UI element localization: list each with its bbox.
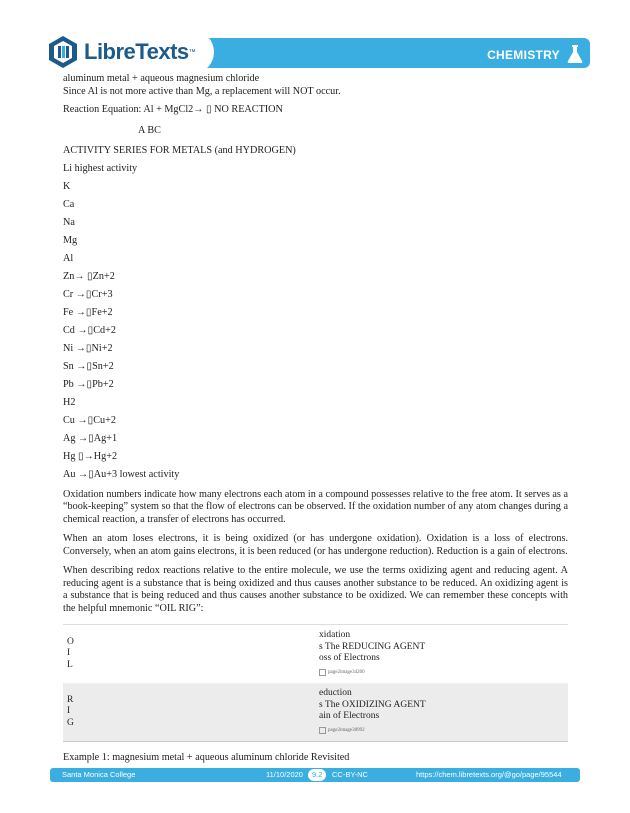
logo-tm: ™ <box>188 48 196 56</box>
table-cell-text <box>315 625 568 684</box>
list-item: Ni →▯Ni+2 <box>63 343 113 354</box>
letter: G <box>67 717 74 728</box>
letter: O <box>67 636 74 647</box>
subject-label: CHEMISTRY <box>487 48 560 62</box>
list-item: H2 <box>63 397 76 408</box>
footer-institution: Santa Monica College <box>62 770 136 779</box>
letter: I <box>67 706 71 717</box>
letter: R <box>67 694 74 705</box>
image-alt-text: page2image34200 <box>328 669 365 675</box>
list-item: K <box>63 181 71 192</box>
table-cell-letters <box>63 683 315 742</box>
oil-rig-table <box>63 624 568 742</box>
letter: I <box>67 648 71 659</box>
list-item: Cu →▯Cu+2 <box>63 415 116 426</box>
list-item: Ag →▯Ag+1 <box>63 433 118 444</box>
logo-text: LibreTexts <box>84 39 189 64</box>
abc-labels: A BC <box>138 124 161 136</box>
cell-line: ain of Electrons <box>319 711 380 721</box>
cell-line: s The OXIDIZING AGENT <box>319 699 426 710</box>
list-item: Ca <box>63 199 75 210</box>
list-item: Hg ▯→Hg+2 <box>63 451 118 462</box>
broken-image <box>319 667 564 679</box>
paragraph-oxidation-reduction: When an atom loses electrons, it is being oxidized (or has undergone oxidation). Oxidation is a loss of electrons. Conversely, when an atom gains electrons, it is been reduced (or has undergone reduction). Reduction is a gain of electrons. <box>63 533 568 557</box>
footer-license: CC-BY-NC <box>332 770 368 779</box>
cell-line: xidation <box>319 630 351 640</box>
page-footer <box>50 768 580 782</box>
list-item: Na <box>63 217 75 228</box>
page-content <box>63 73 568 765</box>
list-item: Pb →▯Pb+2 <box>63 379 114 390</box>
libretexts-logo-icon <box>46 35 80 69</box>
series-title: ACTIVITY SERIES FOR METALS (and HYDROGEN) <box>63 145 296 156</box>
page-header <box>40 36 590 70</box>
list-item: Fe →▯Fe+2 <box>63 307 113 318</box>
table-row <box>63 683 568 742</box>
list-item: Li highest activity <box>63 163 138 174</box>
cell-line: oss of Electrons <box>319 653 380 663</box>
broken-image <box>319 725 564 737</box>
list-item: Cd →▯Cd+2 <box>63 325 116 336</box>
footer-url-link[interactable]: https://chem.libretexts.org/@go/page/95544 <box>416 770 562 779</box>
flask-icon <box>566 44 584 64</box>
table-cell-letters <box>63 625 315 684</box>
cell-line: s The REDUCING AGENT <box>319 641 426 652</box>
since-line: Since Al is not more active than Mg, a replacement will NOT occur. <box>63 85 341 97</box>
paragraph-oxidation-numbers: Oxidation numbers indicate how many electrons each atom in a compound possesses relative to the free atom. It serves as a “book-keeping” system so that the flow of electrons can be observed. If the oxidation number of any atom changes during a chemical reaction, a transfer of electrons has occurred. <box>63 488 568 525</box>
page-number-badge: 9.2 <box>308 769 326 781</box>
intro-line: aluminum metal + aqueous magnesium chloride <box>63 73 260 84</box>
footer-date: 11/10/2020 <box>266 770 303 779</box>
paragraph-agents: When describing redox reactions relative to the entire molecule, we use the terms oxidizing agent and reducing agent. A reducing agent is a substance that is being oxidized and thus causes another substance to be reduced. An oxidizing agent is a substance that is being reduced and thus causes another substance to be oxidized. We can remember these concepts with the helpful mnemonic “OIL RIG”: <box>63 565 568 614</box>
table-cell-text <box>315 683 568 742</box>
reaction-equation: Reaction Equation: Al + MgCl2→ ▯ NO REACTION <box>63 104 283 115</box>
cell-line: eduction <box>319 688 352 698</box>
image-alt-text: page2image38992 <box>328 727 365 733</box>
activity-series-list <box>63 163 568 482</box>
letter: L <box>67 659 73 670</box>
image-placeholder-icon <box>319 669 326 676</box>
list-item: Mg <box>63 235 78 246</box>
list-item: Au →▯Au+3 lowest activity <box>63 469 180 480</box>
list-item: Cr →▯Cr+3 <box>63 289 113 300</box>
table-row <box>63 625 568 684</box>
image-placeholder-icon <box>319 727 326 734</box>
list-item: Sn →▯Sn+2 <box>63 361 114 372</box>
header-bar <box>152 38 590 68</box>
example-heading: Example 1: magnesium metal + aqueous aluminum chloride Revisited <box>63 752 350 763</box>
libretexts-logo[interactable] <box>40 30 214 74</box>
list-item: Zn→ ▯Zn+2 <box>63 271 115 282</box>
list-item: Al <box>63 253 74 264</box>
